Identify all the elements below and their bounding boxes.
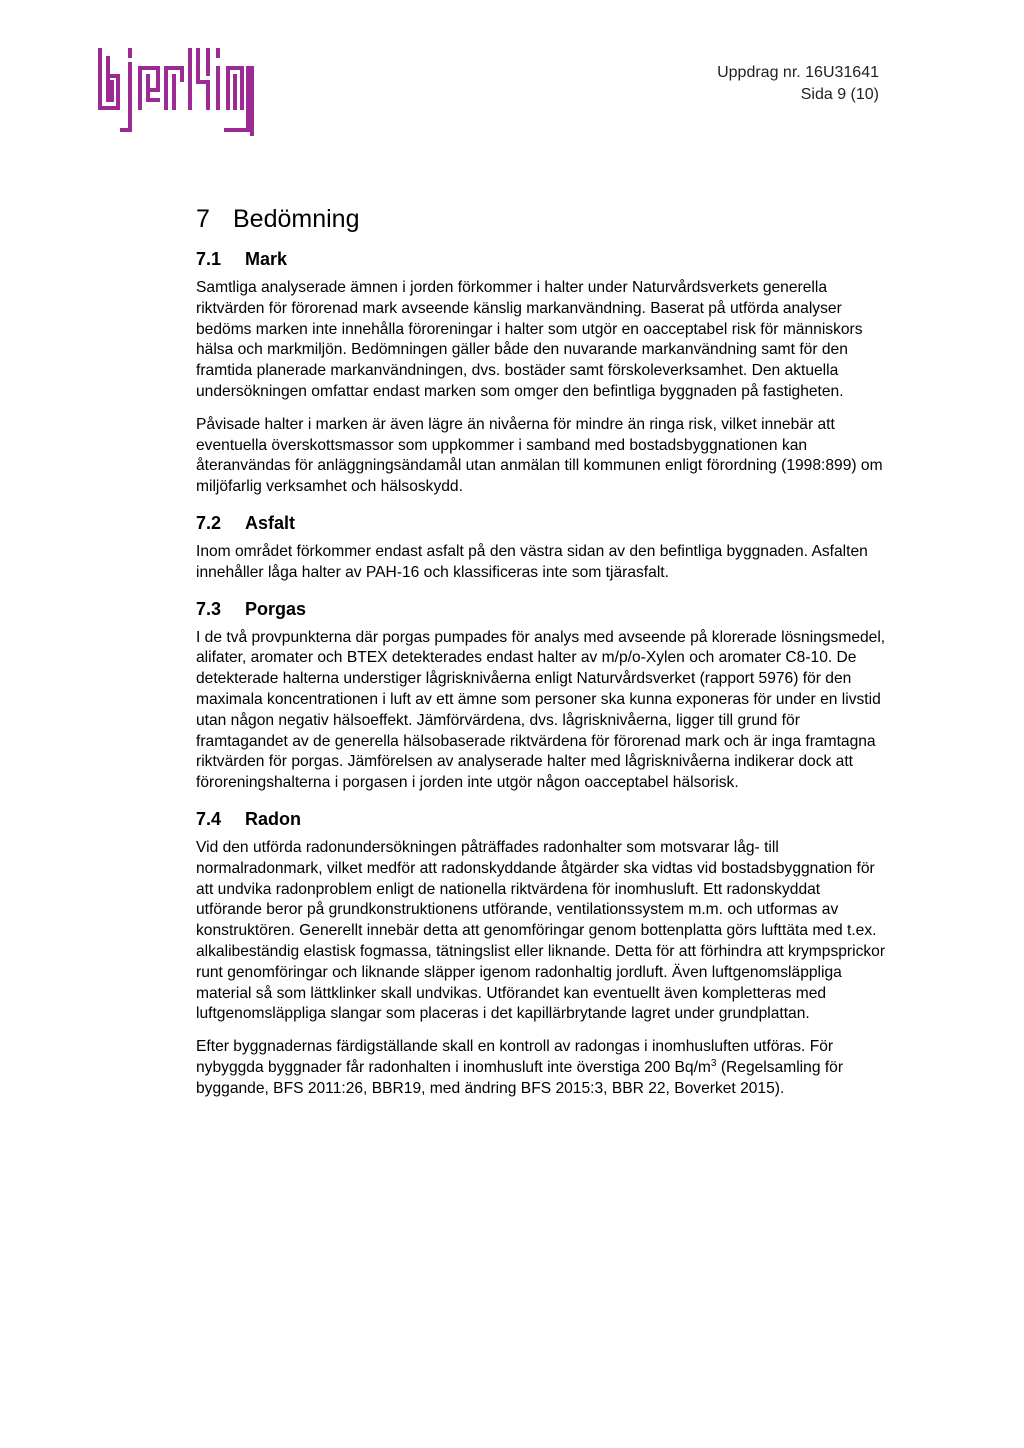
superscript: 3 <box>710 1057 717 1069</box>
subsection-heading-porgas <box>196 596 886 622</box>
bjerking-logo <box>96 46 256 136</box>
paragraph: Påvisade halter i marken är även lägre än nivåerna för mindre än ringa risk, vilket innebär att eventuella överskottsmassor som uppkommer i samband med bostadsbyggnationen kan återanvändas för anläggningsändamål utan anmälan till kommunen enligt förordning (1998:899) om miljöfarlig verksamhet och hälsoskydd. <box>196 415 883 496</box>
section-number: 7 <box>196 205 210 233</box>
subsection-heading-mark <box>196 246 886 272</box>
paragraph: I de två provpunkterna där porgas pumpades för analys med avseende på klorerade lösningsmedel, alifater, aromater och BTEX detekterades endast halter av m/p/o-Xylen och aromater C8-10. De detekterade halterna understiger lågrisknivåerna enligt Naturvårdsverket (rapport 5976) för den maximala koncentrationen i luft av ett ämne som personer ska kunna exponeras för under en livstid utan någon negativ hälsoeffekt. Jämförvärdena, dvs. lågrisknivåerna, ligger till grund för framtagandet av de generella hälsobaserade riktvärdena för förorenad mark och är inga framtagna riktvärden för porgas. Jämförelsen av analyserade halter med lågrisknivåerna indikerar dock att föroreningshalterna i porgasen i jorden inte utgör någon oacceptabel hälsorisk. <box>196 628 886 792</box>
subsection-number: 7.2 <box>196 512 222 533</box>
paragraph: Inom området förkommer endast asfalt på den västra sidan av den befintliga byggnaden. Asfalten innehåller låga halter av PAH-16 och klassificeras inte som tjärasfalt. <box>196 542 868 581</box>
subsection-number: 7.1 <box>196 249 222 269</box>
subsection-title: Radon <box>245 808 301 829</box>
paragraph: Samtliga analyserade ämnen i jorden förkommer i halter under Naturvårdsverkets generella riktvärden för förorenad mark avseende känslig markanvändning. Baserat på utförda analyser bedöms marken inte innehålla föroreningar i halter som utgör en oacceptabel risk för människors hälsa och markmiljön. Bedömningen gäller både den nuvarande markanvändning samt för den framtida planerade markanvändningen, dvs. bostäder samt förskoleverksamhet. Den aktuella undersökningen omfattar endast marken som omger den befintliga byggnaden på fastigheten. <box>196 279 863 400</box>
text-after: (Regelsamling för byggande, BFS 2011:26, BBR19, med ändring BFS 2015:3, BBR 22, Boverket 2015). <box>196 1058 844 1097</box>
section-heading <box>196 202 886 236</box>
subsection-number: 7.3 <box>196 598 222 619</box>
subsection-title: Porgas <box>245 598 307 619</box>
paragraph: Vid den utförda radonundersökningen påträffades radonhalter som motsvarar låg- till normalradonmark, vilket medför att radonskyddande åtgärder ska vidtas vid bostadsbyggnation för att undvika radonproblem enligt de nationella riktvärdena för inomhusluft. Ett radonskyddat utförande beror på grundkonstruktionens utförande, ventilationssystem m.m. och utformas av konstruktören. Generellt innebär detta att genomföringar genom bottenplatta görs lufttäta med t.ex. alkalibeständig elastisk fogmassa, tätningslist eller liknande. Detta för att förhindra att krympsprickor runt genomföringar och liknande släpper igenom radonhaltig jordluft. Även luftgenomsläppliga material så som lättklinker skall undvikas. Utförandet kan eventuellt även kompletteras med luftgenomsläppliga slangar som placeras i det kapillärbrytande lagret under grundplattan. <box>196 838 886 1023</box>
subsection-heading-radon <box>196 806 886 832</box>
subsection-title: Asfalt <box>245 512 296 533</box>
subsection-heading-asfalt <box>196 510 886 536</box>
subsection-title: Mark <box>245 249 288 269</box>
assignment-number: Uppdrag nr. 16U31641 <box>717 64 879 81</box>
text-before: Efter byggnadernas färdigställande skall en kontroll av radongas i inomhusluften utföras. För nybyggda byggnader får radonhalten i inomhusluft inte överstiga 200 Bq/m <box>196 1038 834 1076</box>
paragraph-radon-limit <box>196 1037 886 1099</box>
document-reference <box>717 62 879 106</box>
section-title: Bedömning <box>233 205 360 233</box>
page-content <box>196 202 886 1112</box>
subsection-number: 7.4 <box>196 808 222 829</box>
page-number: Sida 9 (10) <box>800 86 879 103</box>
